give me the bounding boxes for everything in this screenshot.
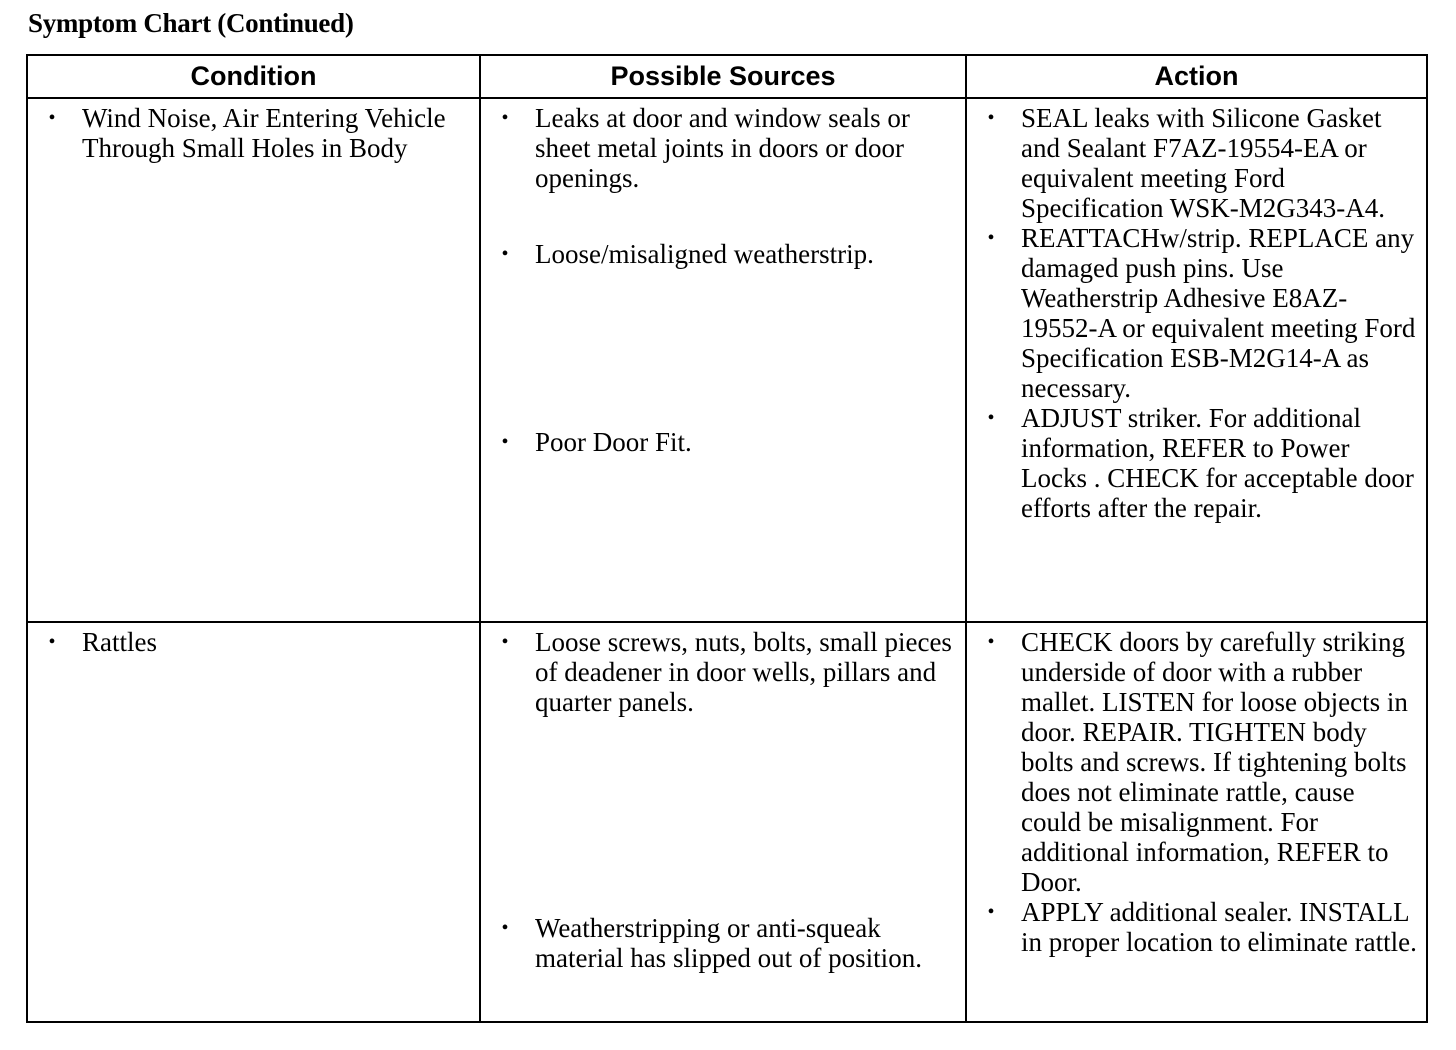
bullet-icon: • bbox=[987, 227, 995, 249]
action-text: CHECK doors by carefully striking underside of door with a rubber mallet. LISTEN for loose objects in door. REPAIR. TIGHTEN body bolts and screws. If tightening bolts does not eliminate rattle, cause could be misalignment. For additional information, REFER to Door. bbox=[1021, 627, 1408, 897]
action-item bbox=[981, 897, 1418, 957]
action-item bbox=[981, 627, 1418, 897]
condition-item bbox=[42, 103, 471, 163]
header-row bbox=[27, 55, 1427, 98]
action-text: REATTACHw/strip. REPLACE any damaged push pins. Use Weatherstrip Adhesive E8AZ-19552-A or equivalent meeting Ford Specification ESB-M2G14-A as necessary. bbox=[1021, 223, 1416, 403]
action-text: SEAL leaks with Silicone Gasket and Sealant F7AZ-19554-EA or equivalent meeting Ford Specification WSK-M2G343-A4. bbox=[1021, 103, 1385, 223]
header-possible-sources: Possible Sources bbox=[480, 55, 966, 98]
table-row-rattles bbox=[27, 622, 1427, 1022]
condition-text: Wind Noise, Air Entering Vehicle Through Small Holes in Body bbox=[82, 103, 446, 163]
action-cell bbox=[966, 622, 1427, 1022]
bullet-icon: • bbox=[501, 107, 509, 129]
source-item bbox=[495, 239, 957, 269]
action-item bbox=[981, 403, 1418, 523]
sources-cell bbox=[480, 98, 966, 622]
condition-cell bbox=[27, 622, 480, 1022]
bullet-icon: • bbox=[48, 107, 56, 129]
action-text: APPLY additional sealer. INSTALL in proper location to eliminate rattle. bbox=[1021, 897, 1417, 957]
bullet-icon: • bbox=[987, 901, 995, 923]
bullet-icon: • bbox=[501, 917, 509, 939]
sources-cell bbox=[480, 622, 966, 1022]
action-text: ADJUST striker. For additional information, REFER to Power Locks . CHECK for acceptable door efforts after the repair. bbox=[1021, 403, 1414, 523]
action-item bbox=[981, 103, 1418, 223]
bullet-icon: • bbox=[987, 107, 995, 129]
source-text: Loose screws, nuts, bolts, small pieces of deadener in door wells, pillars and quarter panels. bbox=[535, 627, 952, 717]
symptom-chart-table bbox=[26, 54, 1428, 1023]
table-row-wind-noise bbox=[27, 98, 1427, 622]
page-title: Symptom Chart (Continued) bbox=[28, 8, 354, 38]
header-condition: Condition bbox=[27, 55, 480, 98]
source-item bbox=[495, 103, 957, 193]
bullet-icon: • bbox=[987, 407, 995, 429]
source-text: Weatherstripping or anti-squeak material has slipped out of position. bbox=[535, 913, 922, 973]
bullet-icon: • bbox=[48, 631, 56, 653]
source-item bbox=[495, 627, 957, 717]
bullet-icon: • bbox=[987, 631, 995, 653]
source-text: Poor Door Fit. bbox=[535, 427, 692, 457]
source-item bbox=[495, 913, 957, 973]
condition-cell bbox=[27, 98, 480, 622]
bullet-icon: • bbox=[501, 431, 509, 453]
source-text: Loose/misaligned weatherstrip. bbox=[535, 239, 874, 269]
bullet-icon: • bbox=[501, 243, 509, 265]
condition-item bbox=[42, 627, 471, 657]
condition-text: Rattles bbox=[82, 627, 157, 657]
source-text: Leaks at door and window seals or sheet metal joints in doors or door openings. bbox=[535, 103, 910, 193]
action-item bbox=[981, 223, 1418, 403]
bullet-icon: • bbox=[501, 631, 509, 653]
source-item bbox=[495, 427, 957, 457]
header-action: Action bbox=[966, 55, 1427, 98]
action-cell bbox=[966, 98, 1427, 622]
